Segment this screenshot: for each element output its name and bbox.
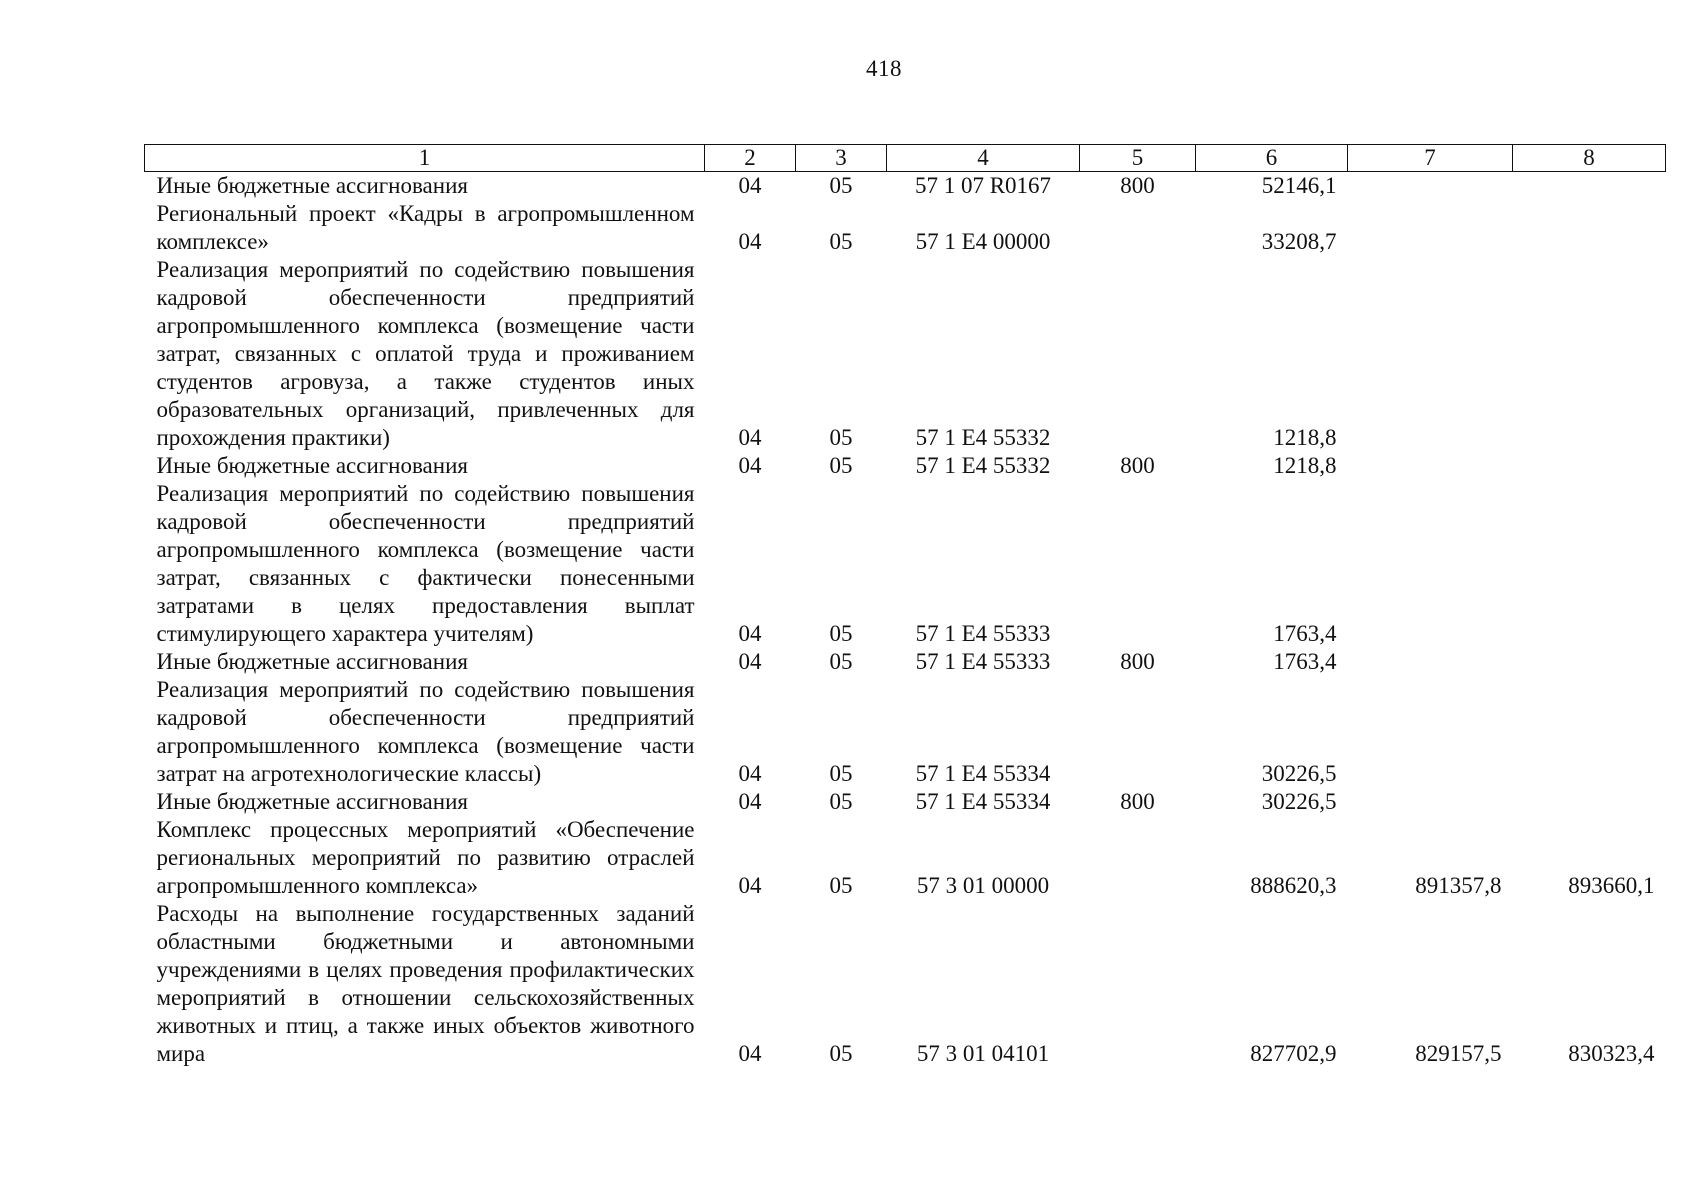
- row-expense-type: [1080, 900, 1196, 1068]
- row-section: 04: [738, 789, 762, 814]
- row-amount-3: [1513, 648, 1666, 676]
- row-amount-3: [1513, 200, 1666, 256]
- table-row: [145, 256, 1666, 452]
- header-col-7: 7: [1348, 145, 1513, 172]
- row-amount-1: 1763,4: [1273, 649, 1337, 674]
- row-target-code: 57 3 01 04101: [916, 1041, 1050, 1066]
- budget-table: [144, 144, 1666, 1068]
- row-target-code: 57 1 Е4 55334: [915, 789, 1051, 814]
- row-description: Региональный проект «Кадры в агропромышленном комплексе»: [156, 201, 695, 254]
- row-amount-2: [1348, 648, 1513, 676]
- row-section: 04: [738, 229, 762, 254]
- row-subsection: 05: [829, 425, 853, 450]
- table-row: [145, 900, 1666, 1068]
- row-amount-1: 30226,5: [1261, 761, 1337, 786]
- row-section: 04: [738, 761, 762, 786]
- header-col-4: 4: [887, 145, 1080, 172]
- row-section: 04: [738, 649, 762, 674]
- row-section: 04: [738, 453, 762, 478]
- row-section: 04: [738, 621, 762, 646]
- table-header-row: [145, 145, 1666, 172]
- row-description: Реализация мероприятий по содействию повышения кадровой обеспеченности предприятий агропромышленного комплекса (возмещение части затрат, связанных с оплатой труда и проживанием студентов агровуза, а также студентов иных образовательных организаций, привлеченных для прохождения практики): [156, 257, 695, 450]
- row-amount-3: [1513, 452, 1666, 480]
- row-subsection: 05: [829, 229, 853, 254]
- table-row: [145, 200, 1666, 256]
- table-row: [145, 172, 1666, 201]
- header-col-6: 6: [1196, 145, 1348, 172]
- table-row: [145, 816, 1666, 900]
- row-amount-1: 888620,3: [1250, 873, 1337, 898]
- row-expense-type: [1080, 676, 1196, 788]
- header-col-5: 5: [1080, 145, 1196, 172]
- row-amount-1: 33208,7: [1261, 229, 1337, 254]
- row-amount-2: [1348, 480, 1513, 648]
- row-amount-2: [1348, 788, 1513, 816]
- row-target-code: 57 1 07 R0167: [914, 173, 1052, 198]
- row-expense-type: 800: [1120, 453, 1155, 478]
- row-description: Иные бюджетные ассигнования: [156, 453, 468, 478]
- row-amount-1: 827702,9: [1250, 1041, 1337, 1066]
- row-expense-type: 800: [1120, 649, 1155, 674]
- header-col-3: 3: [796, 145, 887, 172]
- row-subsection: 05: [829, 873, 853, 898]
- row-target-code: 57 1 Е4 55332: [915, 453, 1051, 478]
- row-amount-2: 829157,5: [1415, 1041, 1502, 1066]
- page-number: 418: [866, 56, 902, 81]
- row-amount-3: [1513, 256, 1666, 452]
- row-section: 04: [738, 1041, 762, 1066]
- row-target-code: 57 1 Е4 55332: [915, 425, 1051, 450]
- row-subsection: 05: [829, 761, 853, 786]
- row-expense-type: [1080, 816, 1196, 900]
- row-description: Реализация мероприятий по содействию повышения кадровой обеспеченности предприятий агропромышленного комплекса (возмещение части затрат на агротехнологические классы): [156, 677, 695, 786]
- row-amount-3: [1513, 172, 1666, 201]
- row-amount-1: 52146,1: [1261, 173, 1337, 198]
- row-section: 04: [738, 873, 762, 898]
- row-amount-2: [1348, 172, 1513, 201]
- table-row: [145, 788, 1666, 816]
- table-row: [145, 452, 1666, 480]
- row-subsection: 05: [829, 621, 853, 646]
- row-description: Иные бюджетные ассигнования: [156, 649, 468, 674]
- row-description: Реализация мероприятий по содействию повышения кадровой обеспеченности предприятий агропромышленного комплекса (возмещение части затрат, связанных с фактически понесенными затратами в целях предоставления выплат стимулирующего характера учителям): [156, 481, 695, 646]
- row-amount-1: 1763,4: [1273, 621, 1337, 646]
- row-description: Иные бюджетные ассигнования: [156, 173, 468, 198]
- row-target-code: 57 1 Е4 55334: [915, 761, 1051, 786]
- row-description: Комплекс процессных мероприятий «Обеспечение региональных мероприятий по развитию отраслей агропромышленного комплекса»: [156, 817, 695, 898]
- row-description: Иные бюджетные ассигнования: [156, 789, 468, 814]
- row-amount-3: 893660,1: [1568, 873, 1655, 898]
- row-expense-type: [1080, 200, 1196, 256]
- row-section: 04: [738, 425, 762, 450]
- row-amount-1: 30226,5: [1261, 789, 1337, 814]
- row-target-code: 57 3 01 00000: [916, 873, 1050, 898]
- row-amount-3: [1513, 788, 1666, 816]
- row-amount-2: [1348, 676, 1513, 788]
- row-amount-2: 891357,8: [1415, 873, 1502, 898]
- row-subsection: 05: [829, 649, 853, 674]
- row-amount-2: [1348, 452, 1513, 480]
- row-description: Расходы на выполнение государственных заданий областными бюджетными и автономными учреждениями в целях проведения профилактических мероприятий в отношении сельскохозяйственных животных и птиц, а также иных объектов животного мира: [156, 901, 695, 1066]
- row-amount-3: 830323,4: [1568, 1041, 1655, 1066]
- row-subsection: 05: [829, 1041, 853, 1066]
- row-amount-3: [1513, 676, 1666, 788]
- row-expense-type: [1080, 480, 1196, 648]
- row-amount-2: [1348, 200, 1513, 256]
- row-expense-type: 800: [1120, 789, 1155, 814]
- row-amount-3: [1513, 480, 1666, 648]
- table-row: [145, 648, 1666, 676]
- row-amount-1: 1218,8: [1273, 453, 1337, 478]
- row-section: 04: [738, 173, 762, 198]
- row-target-code: 57 1 Е4 00000: [915, 229, 1051, 254]
- row-expense-type: [1080, 256, 1196, 452]
- header-col-1: 1: [145, 145, 705, 172]
- row-target-code: 57 1 Е4 55333: [915, 621, 1051, 646]
- header-col-8: 8: [1513, 145, 1666, 172]
- header-col-2: 2: [705, 145, 796, 172]
- row-subsection: 05: [829, 789, 853, 814]
- row-target-code: 57 1 Е4 55333: [915, 649, 1051, 674]
- row-amount-2: [1348, 256, 1513, 452]
- row-subsection: 05: [829, 453, 853, 478]
- table-row: [145, 676, 1666, 788]
- table-row: [145, 480, 1666, 648]
- row-subsection: 05: [829, 173, 853, 198]
- row-amount-1: 1218,8: [1273, 425, 1337, 450]
- row-expense-type: 800: [1120, 173, 1155, 198]
